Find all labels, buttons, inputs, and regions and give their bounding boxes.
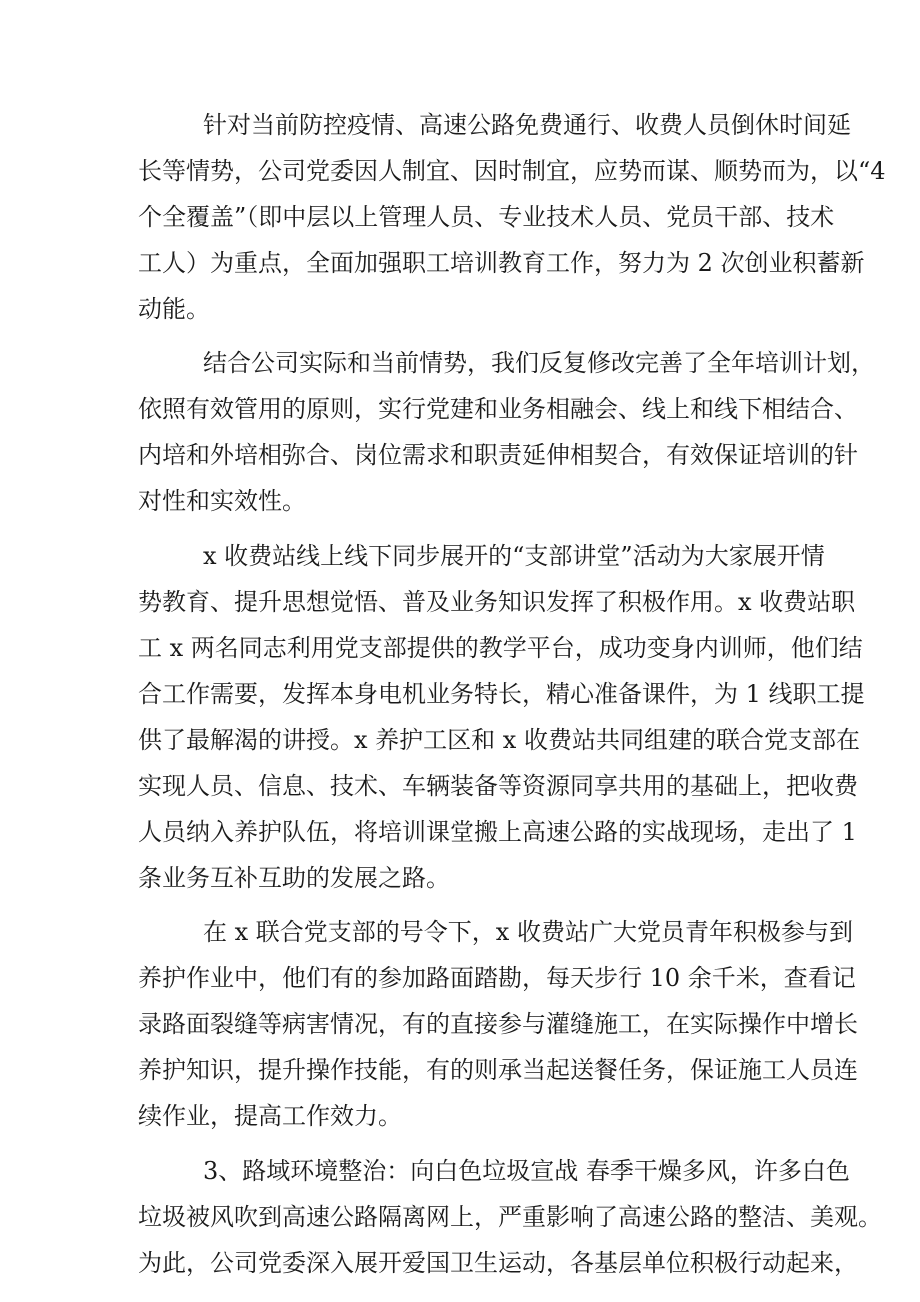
paragraph-3-line-7: 人员纳入养护队伍，将培训课堂搬上高速公路的实战现场，走出了 1: [138, 818, 857, 846]
paragraph-1-line-3: 个全覆盖”（即中层以上管理人员、专业技术人员、党员干部、技术: [138, 203, 835, 231]
paragraph-1-line-2: 长等情势，公司党委因人制宜、因时制宜，应势而谋、顺势而为，以“4: [138, 157, 886, 185]
paragraph-2-line-1: 结合公司实际和当前情势，我们反复修改完善了全年培训计划，: [203, 349, 875, 377]
paragraph-5-line-3: 为此，公司党委深入展开爱国卫生运动，各基层单位积极行动起来，: [138, 1249, 858, 1277]
paragraph-1-line-5: 动能。: [138, 295, 210, 323]
paragraph-5-line-1: 3、路域环境整治：向白色垃圾宣战 春季干燥多风，许多白色: [203, 1157, 850, 1185]
paragraph-5-line-2: 垃圾被风吹到高速公路隔离网上，严重影响了高速公路的整洁、美观。: [138, 1203, 882, 1231]
paragraph-3-line-6: 实现人员、信息、技术、车辆装备等资源同享共用的基础上，把收费: [138, 772, 858, 800]
paragraph-4-line-5: 续作业，提高工作效力。: [138, 1102, 402, 1130]
paragraph-3-line-5: 供了最解渴的讲授。x 养护工区和 x 收费站共同组建的联合党支部在: [138, 726, 860, 754]
paragraph-4-line-2: 养护作业中，他们有的参加路面踏勘，每天步行 10 余千米，查看记: [138, 964, 856, 992]
paragraph-3-line-4: 合工作需要，发挥本身电机业务特长，精心准备课件，为 1 线职工提: [138, 680, 865, 708]
paragraph-2-line-2: 依照有效管用的原则，实行党建和业务相融会、线上和线下相结合、: [138, 395, 858, 423]
paragraph-2-line-4: 对性和实效性。: [138, 487, 306, 515]
paragraph-1-line-1: 针对当前防控疫情、高速公路免费通行、收费人员倒休时间延: [203, 111, 851, 139]
paragraph-1-line-4: 工人）为重点，全面加强职工培训教育工作，努力为 2 次创业积蓄新: [138, 249, 865, 277]
paragraph-2-line-3: 内培和外培相弥合、岗位需求和职责延伸相契合，有效保证培训的针: [138, 441, 858, 469]
paragraph-4-line-1: 在 x 联合党支部的号令下，x 收费站广大党员青年积极参与到: [203, 918, 853, 946]
paragraph-3-line-1: x 收费站线上线下同步展开的“支部讲堂”活动为大家展开情: [203, 542, 825, 570]
paragraph-4-line-3: 录路面裂缝等病害情况，有的直接参与灌缝施工，在实际操作中增长: [138, 1010, 858, 1038]
paragraph-3-line-3: 工 x 两名同志利用党支部提供的教学平台，成功变身内训师，他们结: [138, 634, 863, 662]
paragraph-3-line-2: 势教育、提升思想觉悟、普及业务知识发挥了积极作用。x 收费站职: [138, 588, 856, 616]
paragraph-4-line-4: 养护知识，提升操作技能，有的则承当起送餐任务，保证施工人员连: [138, 1056, 858, 1084]
paragraph-3-line-8: 条业务互补互助的发展之路。: [138, 864, 450, 892]
